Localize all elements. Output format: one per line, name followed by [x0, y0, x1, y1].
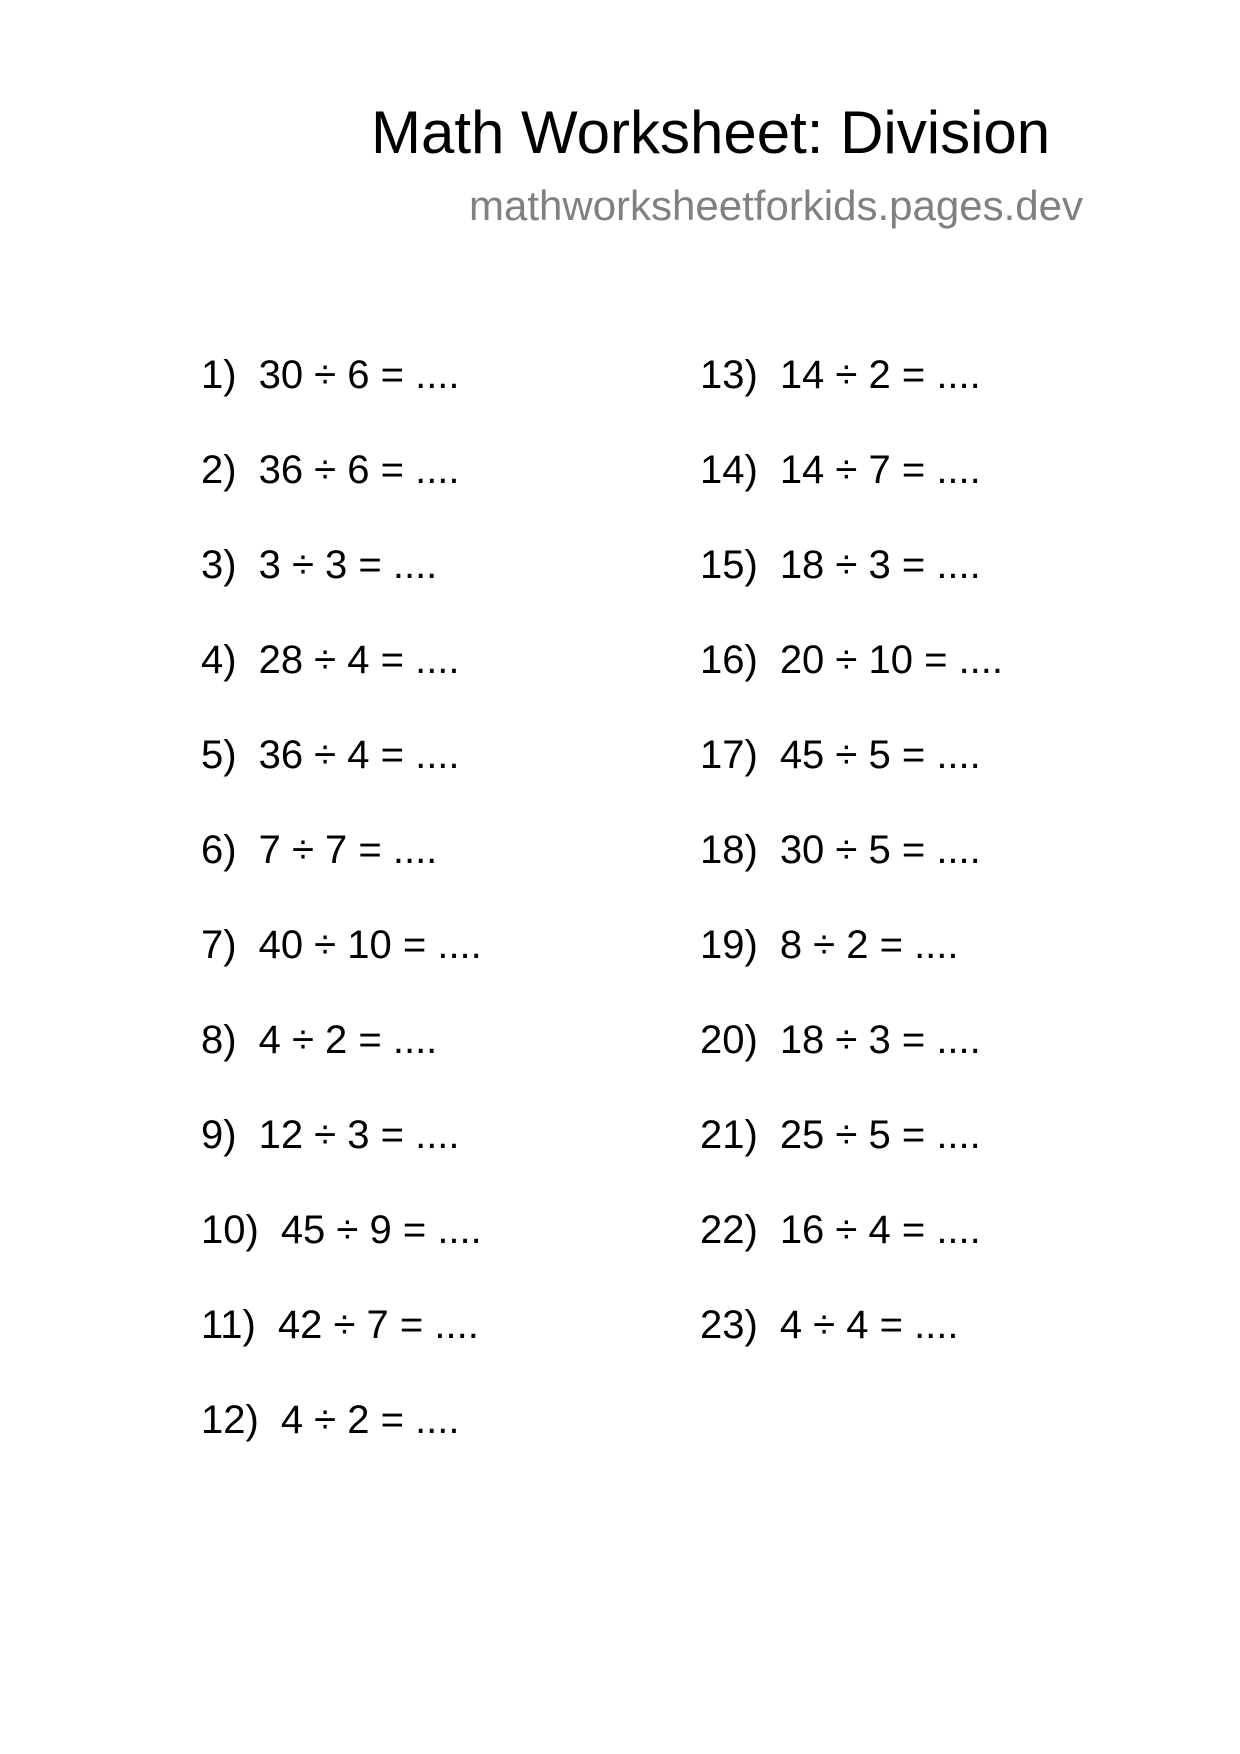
problem-number: 10): [201, 1208, 259, 1252]
problem-expression: 12 ÷ 3 = ....: [258, 1113, 460, 1157]
problem-number: 12): [201, 1398, 259, 1442]
problem-item: [700, 730, 1003, 825]
problem-number: 23): [700, 1303, 758, 1347]
problem-number: 18): [700, 828, 758, 872]
problem-item: [700, 1110, 1003, 1205]
problem-item: [700, 635, 1003, 730]
problem-expression: 4 ÷ 2 = ....: [280, 1398, 460, 1442]
problem-expression: 16 ÷ 4 = ....: [779, 1208, 981, 1252]
problem-item: [700, 445, 1003, 540]
problem-expression: 14 ÷ 2 = ....: [779, 353, 981, 397]
problem-number: 1): [201, 353, 237, 397]
problem-item: [700, 1300, 1003, 1395]
problem-expression: 4 ÷ 2 = ....: [258, 1018, 438, 1062]
problem-item: [201, 1015, 482, 1110]
site-url: mathworksheetforkids.pages.dev: [469, 182, 1083, 229]
problem-expression: 30 ÷ 6 = ....: [258, 353, 460, 397]
problem-item: [201, 635, 482, 730]
problem-item: [201, 1110, 482, 1205]
problem-number: 5): [201, 733, 237, 777]
problem-number: 22): [700, 1208, 758, 1252]
problem-item: [700, 825, 1003, 920]
problem-number: 14): [700, 448, 758, 492]
problem-expression: 20 ÷ 10 = ....: [779, 638, 1004, 682]
problem-expression: 45 ÷ 5 = ....: [779, 733, 981, 777]
problem-number: 11): [201, 1303, 256, 1347]
problem-item: [700, 1205, 1003, 1300]
problem-expression: 7 ÷ 7 = ....: [258, 828, 438, 872]
problem-expression: 36 ÷ 6 = ....: [258, 448, 460, 492]
problem-expression: 40 ÷ 10 = ....: [258, 923, 482, 967]
problem-number: 6): [201, 828, 237, 872]
problem-expression: 36 ÷ 4 = ....: [258, 733, 460, 777]
problem-number: 4): [201, 638, 237, 682]
problem-item: [201, 920, 482, 1015]
problem-expression: 14 ÷ 7 = ....: [779, 448, 981, 492]
problem-number: 19): [700, 923, 758, 967]
problem-item: [201, 730, 482, 825]
problems-column-right: [700, 350, 1003, 1395]
problem-expression: 8 ÷ 2 = ....: [779, 923, 959, 967]
problem-item: [201, 1300, 482, 1395]
problem-item: [201, 350, 482, 445]
problem-number: 7): [201, 923, 237, 967]
problem-expression: 18 ÷ 3 = ....: [779, 543, 981, 587]
problems-column-left: [201, 350, 482, 1490]
page-title: Math Worksheet: Division: [371, 99, 1051, 166]
problem-item: [201, 825, 482, 920]
problem-item: [700, 920, 1003, 1015]
problem-expression: 18 ÷ 3 = ....: [779, 1018, 981, 1062]
problem-number: 16): [700, 638, 758, 682]
problem-number: 2): [201, 448, 237, 492]
problem-number: 3): [201, 543, 237, 587]
problem-number: 20): [700, 1018, 758, 1062]
problem-number: 13): [700, 353, 758, 397]
problem-number: 21): [700, 1113, 758, 1157]
problem-number: 15): [700, 543, 758, 587]
problem-item: [700, 350, 1003, 445]
problem-item: [700, 1015, 1003, 1110]
problem-expression: 28 ÷ 4 = ....: [258, 638, 460, 682]
problem-expression: 42 ÷ 7 = ....: [277, 1303, 479, 1347]
problem-expression: 4 ÷ 4 = ....: [779, 1303, 959, 1347]
problem-expression: 3 ÷ 3 = ....: [258, 543, 438, 587]
problem-number: 8): [201, 1018, 237, 1062]
problem-item: [201, 1395, 482, 1490]
problem-number: 17): [700, 733, 758, 777]
problem-item: [201, 540, 482, 635]
problem-expression: 30 ÷ 5 = ....: [779, 828, 981, 872]
problem-expression: 25 ÷ 5 = ....: [779, 1113, 981, 1157]
problem-item: [700, 540, 1003, 635]
problem-item: [201, 445, 482, 540]
problem-item: [201, 1205, 482, 1300]
problem-number: 9): [201, 1113, 237, 1157]
problem-expression: 45 ÷ 9 = ....: [280, 1208, 482, 1252]
